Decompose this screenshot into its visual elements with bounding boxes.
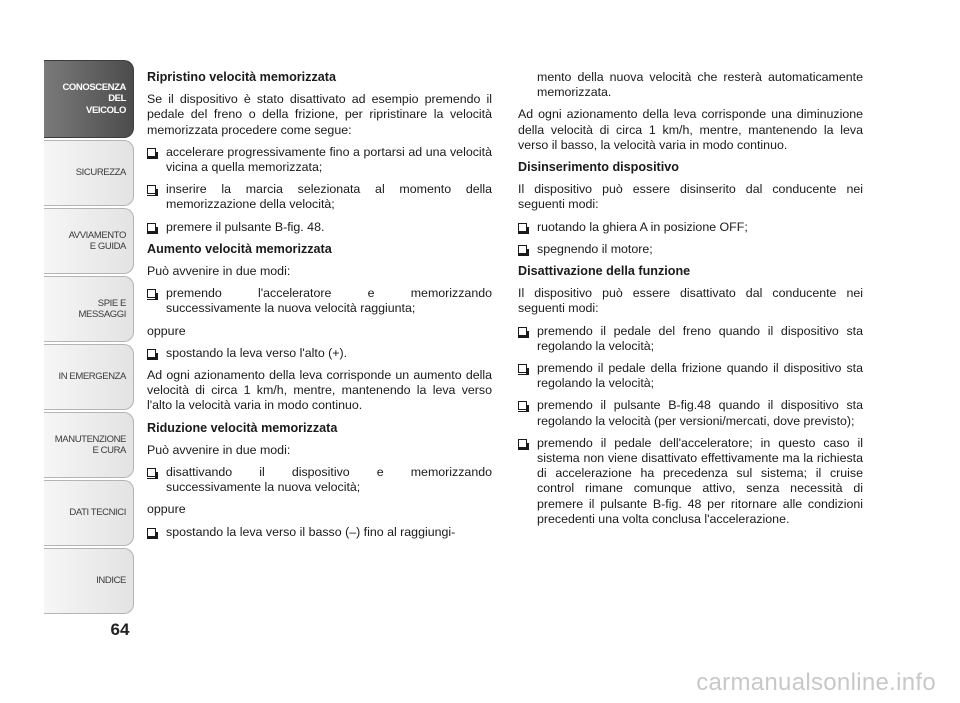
bullet-item: [518, 436, 863, 527]
tab-conoscenza-del-veicolo[interactable]: [44, 60, 134, 138]
tab-avviamento-e-guida[interactable]: [44, 208, 134, 274]
tab-label: CONOSCENZA DEL VEICOLO: [62, 81, 126, 116]
bullet-text: premendo il pulsante B-fig.48 quando il dispositivo sta regolando la velocità (per versioni/mercati, dove previsto);: [537, 398, 863, 428]
paragraph: Ad ogni azionamento della leva corrisponde un aumento della velocità di circa 1 km/h, mentre, mantenendo la leva verso l'alto la velocità varia in modo continuo.: [147, 368, 492, 413]
tab-indice[interactable]: [44, 548, 134, 614]
bullet-item: [147, 145, 492, 175]
tab-label: AVVIAMENTO E GUIDA: [68, 229, 126, 252]
bullet-text: spostando la leva verso l'alto (+).: [166, 345, 348, 360]
oppure-text: oppure: [147, 323, 186, 338]
checkbox-bullet-icon: [147, 289, 156, 298]
bullet-item: [518, 242, 863, 257]
tab-label: MANUTENZIONE E CURA: [54, 433, 126, 456]
paragraph: Il dispositivo può essere disattivato dal conducente nei seguenti modi:: [518, 286, 863, 316]
tab-manutenzione-e-cura[interactable]: [44, 412, 134, 478]
bullet-text: ruotando la ghiera A in posizione OFF;: [537, 219, 748, 234]
paragraph: Il dispositivo può essere disinserito dal conducente nei seguenti modi:: [518, 182, 863, 212]
bullet-text: disattivando il dispositivo e memorizzando successivamente la nuova velocità;: [166, 465, 492, 495]
checkbox-bullet-icon: [518, 245, 527, 254]
left-column: [147, 70, 492, 547]
checkbox-bullet-icon: [147, 148, 156, 157]
page-number: 64: [110, 620, 130, 639]
heading-riduzione: Riduzione velocità memorizzata: [147, 420, 338, 435]
bullet-text: premendo il pedale della frizione quando il dispositivo sta regolando la velocità;: [537, 361, 863, 391]
chapter-sidebar: [44, 60, 134, 616]
oppure-text: oppure: [147, 502, 186, 517]
tab-label: INDICE: [96, 575, 126, 587]
paragraph: Può avvenire in due modi:: [147, 442, 291, 457]
checkbox-bullet-icon: [147, 185, 156, 194]
bullet-text: accelerare progressivamente fino a portarsi ad una velocità vicina a quella memorizzata;: [166, 144, 492, 175]
checkbox-bullet-icon: [518, 327, 527, 336]
bullet-text: inserire la marcia selezionata al momento della memorizzazione della velocità;: [166, 182, 492, 212]
checkbox-bullet-icon: [147, 223, 156, 232]
checkbox-bullet-icon: [518, 401, 527, 410]
checkbox-bullet-icon: [518, 439, 527, 448]
bullet-item: [518, 361, 863, 391]
tab-sicurezza[interactable]: [44, 140, 134, 206]
heading-ripristino: Ripristino velocità memorizzata: [147, 70, 336, 84]
tab-label: SPIE E MESSAGGI: [78, 297, 126, 320]
heading-aumento: Aumento velocità memorizzata: [147, 241, 332, 256]
bullet-item: [147, 346, 492, 361]
checkbox-bullet-icon: [147, 528, 156, 537]
heading-disattivazione: Disattivazione della funzione: [518, 264, 691, 279]
paragraph: Può avvenire in due modi:: [147, 264, 291, 279]
paragraph: Se il dispositivo è stato disattivato ad esempio premendo il pedale del freno o della frizione, per ripristinare la velocità memorizzata procedere come segue:: [147, 92, 492, 137]
checkbox-bullet-icon: [147, 349, 156, 358]
heading-disinserimento: Disinserimento dispositivo: [518, 160, 679, 175]
bullet-item: [147, 286, 492, 316]
bullet-text: premendo l'acceleratore e memorizzando successivamente la nuova velocità raggiunta;: [166, 286, 492, 316]
checkbox-bullet-icon: [147, 468, 156, 477]
bullet-item: [147, 465, 492, 495]
watermark: carmanualsonline.info: [696, 669, 936, 696]
paragraph: Ad ogni azionamento della leva corrisponde una diminuzione della velocità di circa 1 km/h, mentre, mantenendo la leva verso il basso, la velocità varia in modo continuo.: [518, 107, 863, 152]
bullet-item: [147, 220, 492, 235]
continued-text: mento della nuova velocità che resterà automaticamente memorizzata.: [537, 70, 863, 100]
bullet-text: spostando la leva verso il basso (–) fino al raggiungi-: [166, 524, 456, 539]
bullet-text: premendo il pedale dell'acceleratore; in questo caso il sistema non viene disattivato effettivamente ma la richiesta di accelerazione ha precedenza sul sistema; il cruise control rimane comunque attivo, senza necessità di premere il pulsante B-fig. 48 per ritornare alle condizioni precedenti una volta conclusa l'accelerazione.: [537, 435, 863, 526]
bullet-item: [518, 220, 863, 235]
right-column: [518, 70, 863, 534]
bullet-item: [147, 182, 492, 212]
tab-spie-e-messaggi[interactable]: [44, 276, 134, 342]
bullet-item: [518, 324, 863, 354]
tab-in-emergenza[interactable]: [44, 344, 134, 410]
checkbox-bullet-icon: [518, 223, 527, 232]
bullet-item: [147, 525, 492, 540]
tab-label: IN EMERGENZA: [58, 371, 126, 383]
tab-label: DATI TECNICI: [69, 507, 126, 519]
checkbox-bullet-icon: [518, 364, 527, 373]
tab-dati-tecnici[interactable]: [44, 480, 134, 546]
bullet-text: spegnendo il motore;: [537, 241, 653, 256]
bullet-item: [518, 398, 863, 428]
bullet-text: premendo il pedale del freno quando il dispositivo sta regolando la velocità;: [537, 323, 863, 353]
tab-label: SICUREZZA: [75, 167, 126, 179]
bullet-text: premere il pulsante B-fig. 48.: [166, 219, 325, 234]
